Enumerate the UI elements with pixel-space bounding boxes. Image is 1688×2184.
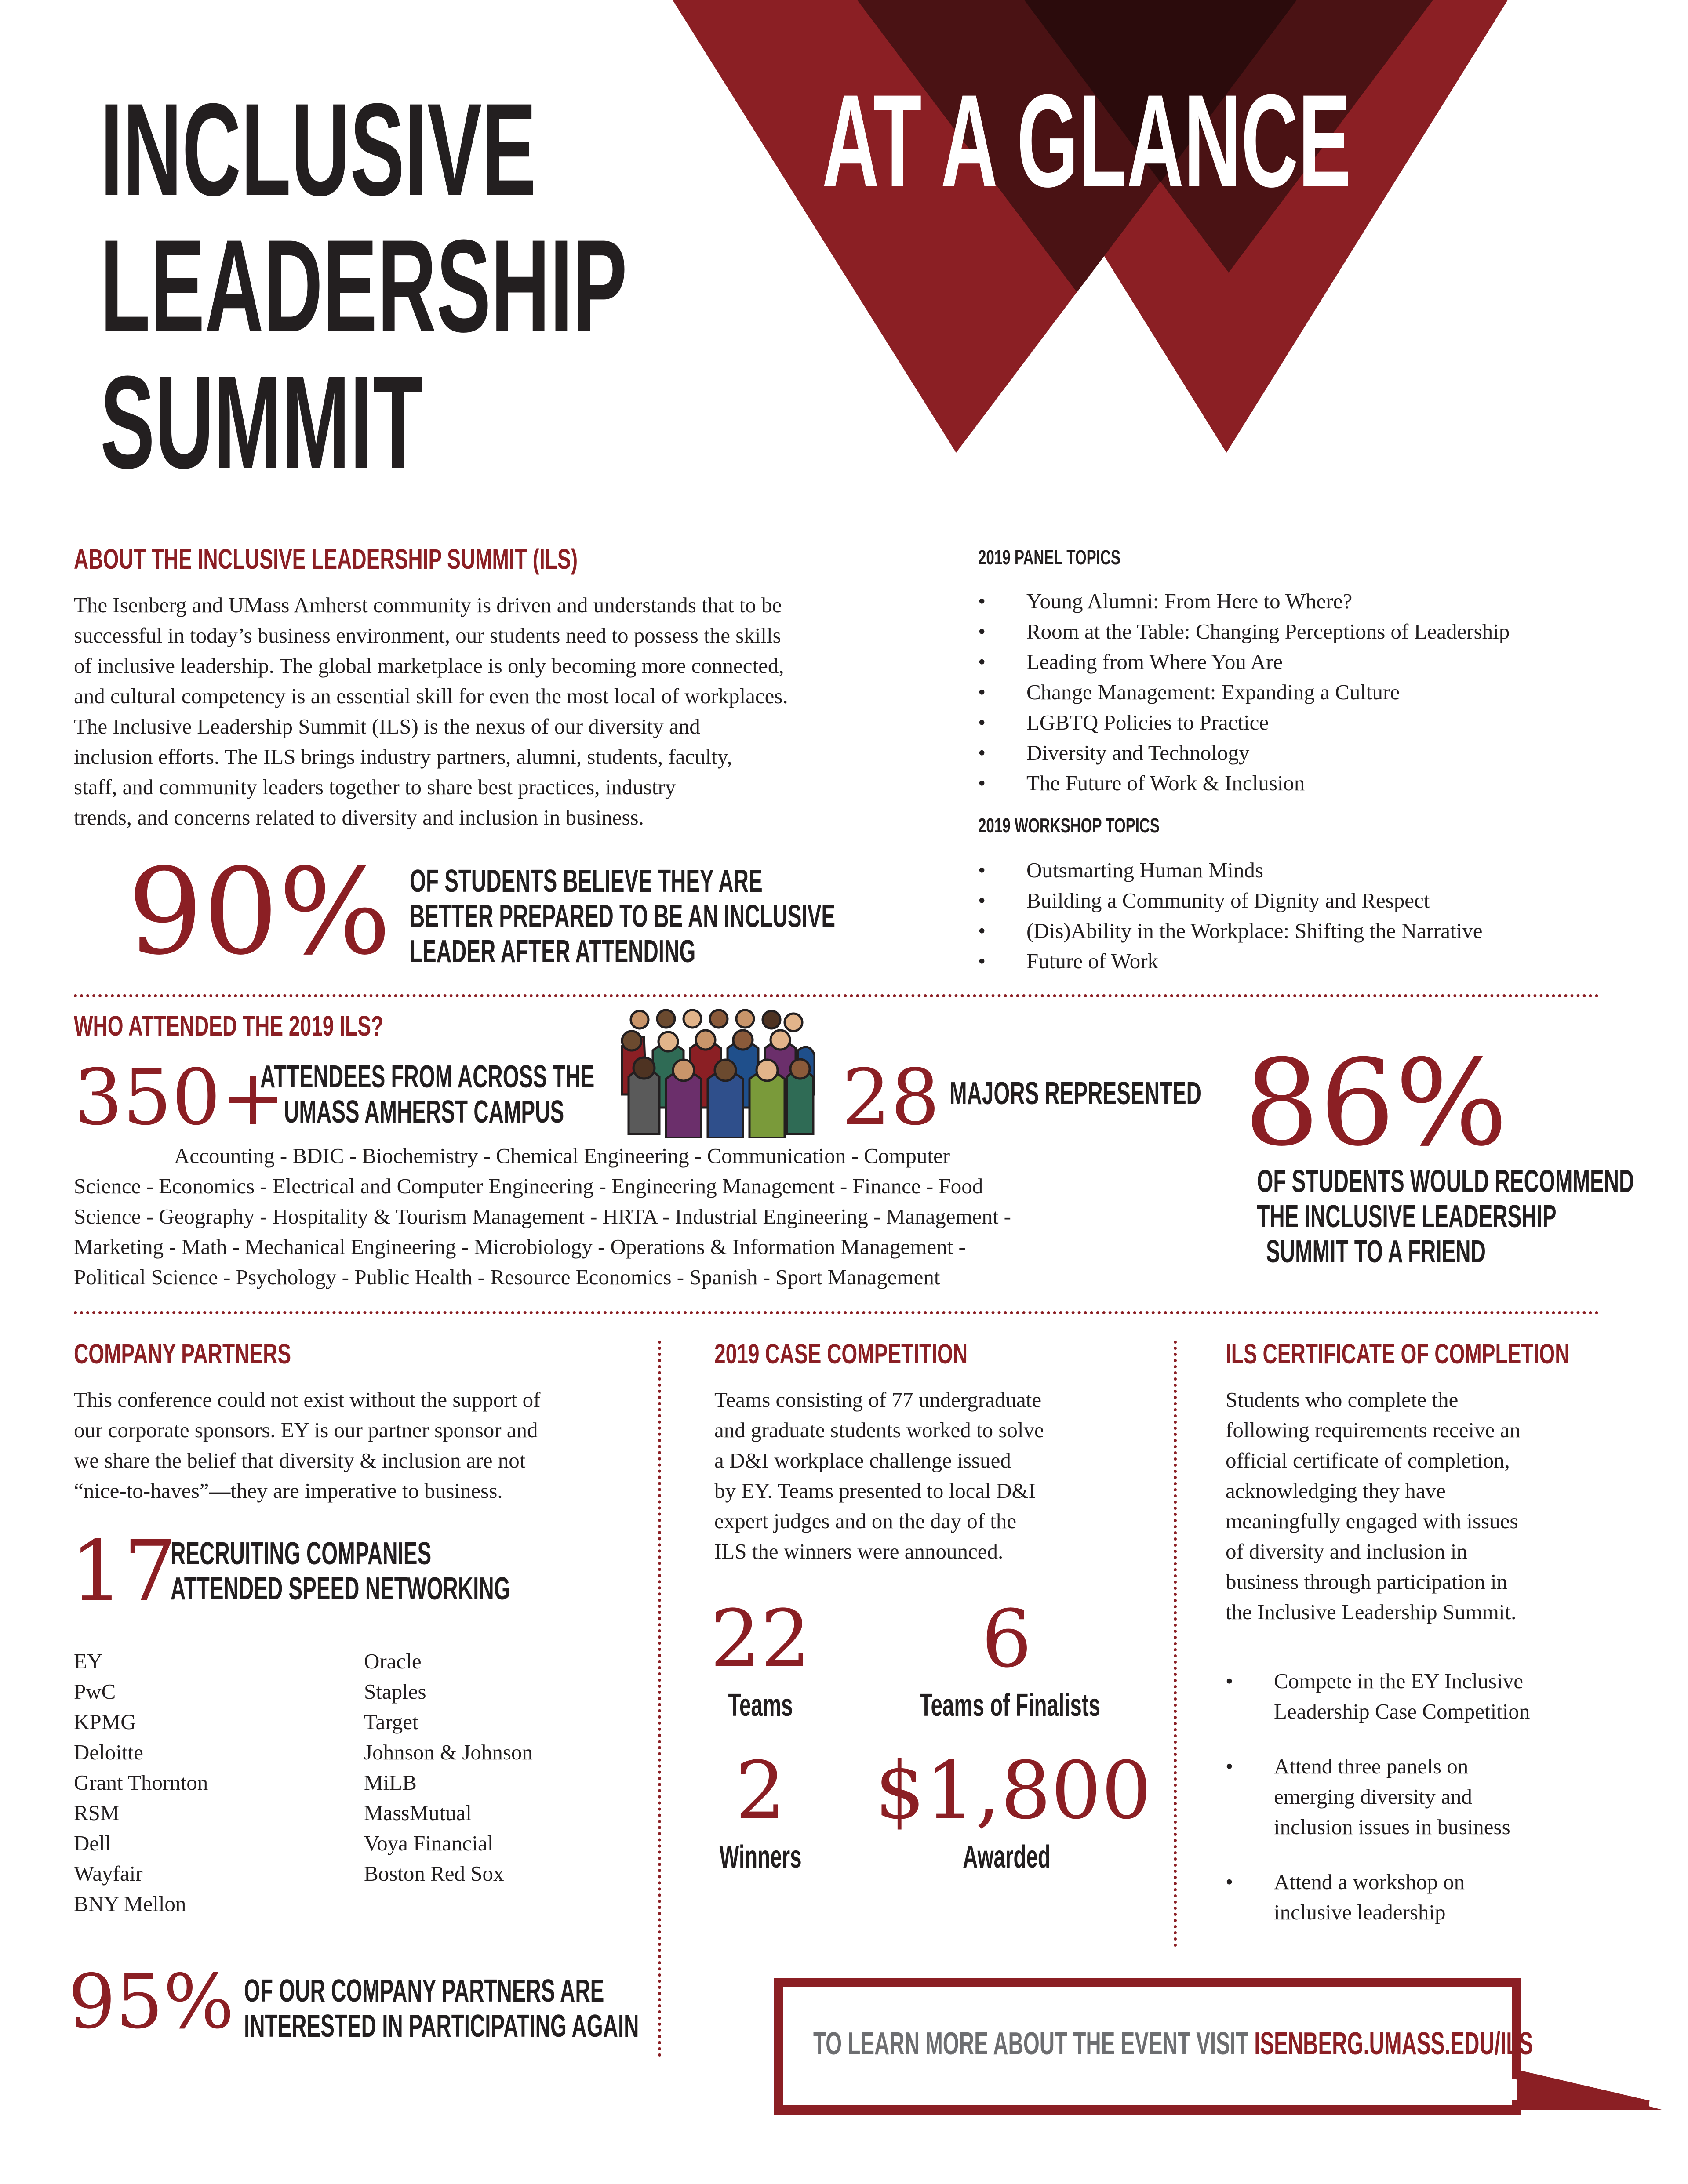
case-stat-awarded: $1,800 Awarded	[875, 1745, 1152, 1875]
banner-title: AT A GLANCE	[822, 67, 1351, 214]
list-item: • Diversity and Technology	[978, 738, 1637, 768]
list-item: • (Dis)Ability in the Workplace: Shifting the Narrative	[978, 916, 1637, 946]
stat-17-caption: RECRUITING COMPANIES ATTENDED SPEED NETWORKING	[171, 1536, 510, 1606]
list-item: Grant Thornton	[74, 1770, 208, 1795]
list-item: Target	[364, 1710, 418, 1734]
majors-label: MAJORS REPRESENTED	[950, 1076, 1201, 1111]
stat-95-caption: OF OUR COMPANY PARTNERS ARE INTERESTED IN PARTICIPATING AGAIN	[244, 1973, 639, 2044]
list-item: • Leading from Where You Are	[978, 647, 1637, 677]
stat-95: 95%	[68, 1959, 234, 2046]
about-paragraph: The Isenberg and UMass Amherst community is driven and understands that to be successful in today’s business environment, our students need to possess the skills of inclusive leadership. The global marketplace is only becoming more connected, and cultural competency is an essential skill for even the most local of workplaces. The Inclusive Leadership Summit (ILS) is the nexus of our diversity and inclusion efforts. The ILS brings industry partners, alumni, students, faculty, staff, and community leaders together to share best practices, industry trends, and concerns related to diversity and inclusion in business.	[74, 593, 788, 829]
list-item: • Future of Work	[978, 946, 1637, 976]
list-item: Oracle	[364, 1649, 422, 1673]
case-stat-winners: 2 Winners	[719, 1745, 802, 1875]
footer-link[interactable]: ISENBERG.UMASS.EDU/ILS	[1254, 2026, 1533, 2061]
list-item: BNY Mellon	[74, 1892, 186, 1916]
list-item: • The Future of Work & Inclusion	[978, 768, 1637, 798]
list-item: Staples	[364, 1679, 426, 1704]
attended-heading: WHO ATTENDED THE 2019 ILS?	[74, 1010, 384, 1042]
certificate-paragraph: Students who complete the following requirements receive an official certificate of completion, acknowledging they have meaningfully engaged with issues of diversity and inclusion in business through participation in the Inclusive Leadership Summit.	[1226, 1388, 1521, 1624]
stat-90-caption: OF STUDENTS BELIEVE THEY ARE BETTER PREPARED TO BE AN INCLUSIVE LEADER AFTER ATTENDING	[410, 864, 836, 969]
list-item: Boston Red Sox	[364, 1861, 504, 1886]
list-item: • Compete in the EY Inclusive Leadership Case Competition	[1226, 1666, 1643, 1726]
stat-350-caption: ATTENDEES FROM ACROSS THE UMASS AMHERST CAMPUS	[260, 1059, 595, 1130]
list-item: Dell	[74, 1831, 111, 1855]
list-item: MiLB	[364, 1770, 417, 1795]
panel-topics-list	[978, 586, 1637, 798]
list-item: • Young Alumni: From Here to Where?	[978, 586, 1637, 616]
list-item: • LGBTQ Policies to Practice	[978, 707, 1637, 738]
list-item: PwC	[74, 1679, 116, 1704]
stat-17: 17	[70, 1523, 177, 1620]
panel-topics-heading: 2019 PANEL TOPICS	[978, 546, 1120, 569]
list-item: • Change Management: Expanding a Culture	[978, 677, 1637, 707]
footer-cta: TO LEARN MORE ABOUT THE EVENT VISIT ISENBERG.UMASS.EDU/ILS	[813, 2026, 1533, 2061]
case-paragraph: Teams consisting of 77 undergraduate and graduate students worked to solve a D&I workplace challenge issued by EY. Teams presented to local D&I expert judges and on the day of the ILS the winners were announced.	[714, 1388, 1044, 1563]
list-item: EY	[74, 1649, 103, 1673]
list-item: • Attend three panels on emerging diversity and inclusion issues in business	[1226, 1751, 1643, 1842]
divider	[74, 1311, 1599, 1314]
about-heading: ABOUT THE INCLUSIVE LEADERSHIP SUMMIT (ILS)	[74, 543, 578, 575]
footer-banner-frame	[774, 1978, 1666, 2145]
certificate-requirements	[1226, 1666, 1643, 1927]
stat-90: 90%	[127, 843, 392, 981]
companies-left-list	[74, 1646, 208, 1919]
page-title: INCLUSIVE LEADERSHIP SUMMIT	[100, 76, 627, 496]
case-heading: 2019 CASE COMPETITION	[714, 1338, 968, 1370]
list-item: Johnson & Johnson	[364, 1740, 533, 1764]
certificate-heading: ILS CERTIFICATE OF COMPLETION	[1226, 1338, 1570, 1370]
list-item: • Attend a workshop on inclusive leadership	[1226, 1867, 1643, 1927]
workshop-topics-heading: 2019 WORKSHOP TOPICS	[978, 814, 1160, 837]
majors-list: Accounting - BDIC - Biochemistry - Chemical Engineering - Communication - Computer Science - Economics - Electrical and Computer Engineering - Engineering Management - Finance - Food Science - Geography - Hospitality & Tourism Management - HRTA - Industrial Engineering - Management - Marketing - Math - Mechanical Engineering - Microbiology - Operations & Information Management - Political Science - Psychology - Public Health - Resource Economics - Spanish - Sport Management	[74, 1144, 1011, 1289]
crowd-icon	[613, 1007, 815, 1138]
stat-28: 28	[842, 1053, 940, 1142]
stat-86-caption: OF STUDENTS WOULD RECOMMEND THE INCLUSIVE LEADERSHIP SUMMIT TO A FRIEND	[1257, 1164, 1634, 1269]
divider	[74, 994, 1599, 997]
partners-heading: COMPANY PARTNERS	[74, 1338, 291, 1370]
list-item: Voya Financial	[364, 1831, 494, 1855]
list-item: • Outsmarting Human Minds	[978, 855, 1637, 885]
list-item: Deloitte	[74, 1740, 143, 1764]
column-divider	[1174, 1341, 1177, 1947]
list-item: MassMutual	[364, 1801, 472, 1825]
list-item: KPMG	[74, 1710, 136, 1734]
workshop-topics-list	[978, 855, 1637, 976]
stat-86: 86%	[1244, 1034, 1508, 1172]
partners-paragraph: This conference could not exist without the support of our corporate sponsors. EY is our partner sponsor and we share the belief that diversity & inclusion are not “nice-to-haves”—they are imperative to business.	[74, 1388, 541, 1503]
list-item: • Building a Community of Dignity and Respect	[978, 885, 1637, 916]
case-stat-finalists: 6 Teams of Finalists	[920, 1593, 1101, 1723]
list-item: Wayfair	[74, 1861, 143, 1886]
list-item: RSM	[74, 1801, 120, 1825]
column-divider	[658, 1341, 661, 2057]
list-item: • Room at the Table: Changing Perceptions of Leadership	[978, 616, 1637, 647]
companies-right-list	[364, 1646, 533, 1889]
stat-350: 350+	[74, 1053, 285, 1142]
case-stat-teams: 22 Teams	[710, 1593, 811, 1723]
